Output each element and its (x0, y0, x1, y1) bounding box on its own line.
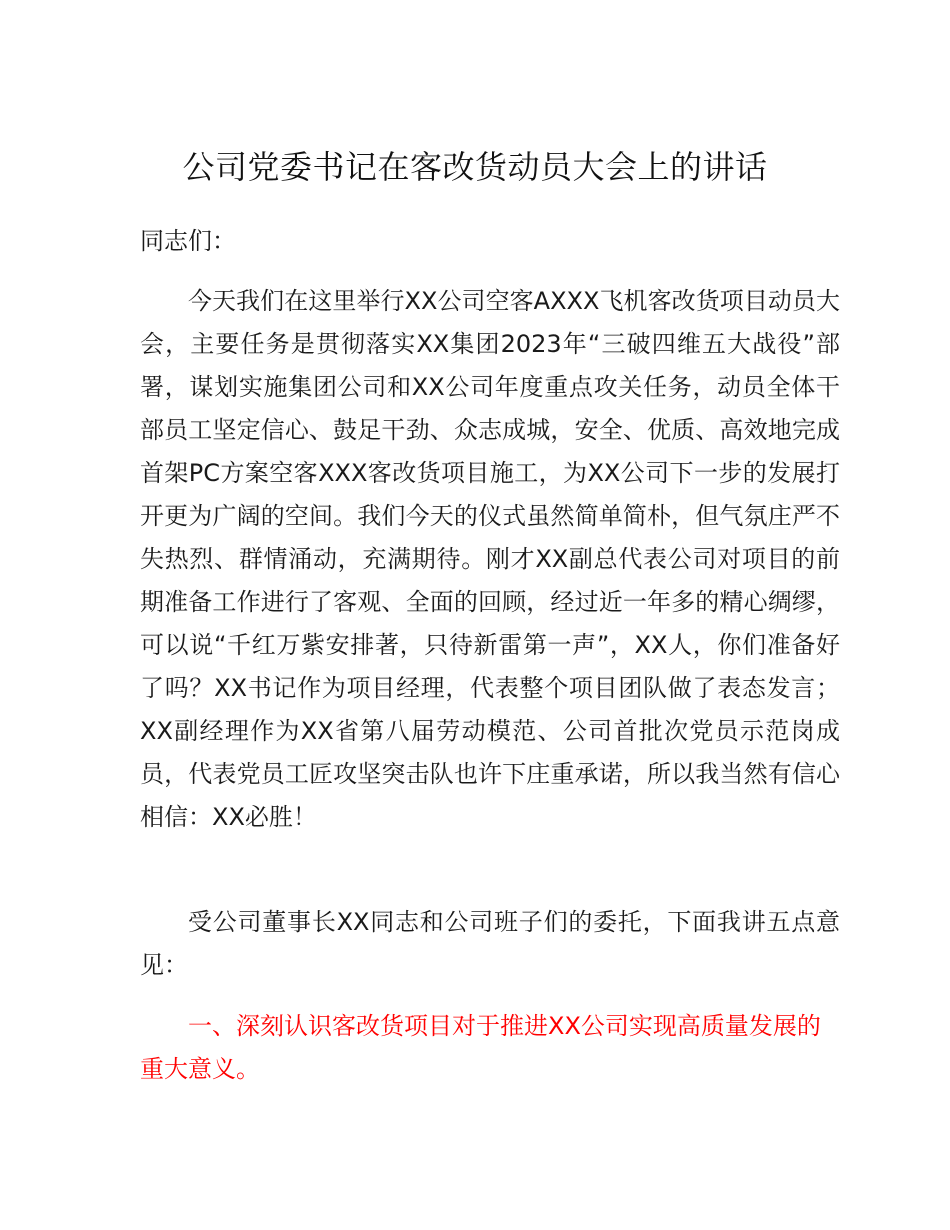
section-heading-1: 一、深刻认识客改货项目对于推进XX公司实现高质量发展的重大意义。 (140, 1012, 821, 1083)
body-paragraph-2: 受公司董事长XX同志和公司班子们的委托，下面我讲五点意见： (140, 908, 840, 979)
body-paragraph-1: 今天我们在这里举行XX公司空客AXXX飞机客改货项目动员大会，主要任务是贯彻落实XX集团2023年“三破四维五大战役”部署，谋划实施集团公司和XX公司年度重点攻关任务，动员全体干部员工坚定信心、鼓足干劲、众志成城，安全、优质、高效地完成首架PC方案空客XXX客改货项目施工，为XX公司下一步的发展打开更为广阔的空间。我们今天的仪式虽然简单简朴，但气氛庄严不失热烈、群情涌动，充满期待。刚才XX副总代表公司对项目的前期准备工作进行了客观、全面的回顾，经过近一年多的精心绸缪，可以说“千红万紫安排著，只待新雷第一声”，XX人，你们准备好了吗？XX书记作为项目经理，代表整个项目团队做了表态发言；XX副经理作为XX省第八届劳动模范、公司首批次党员示范岗成员，代表党员工匠攻坚突击队也许下庄重承诺，所以我当然有信心相信：XX必胜！ (140, 287, 840, 831)
salutation: 同志们： (140, 227, 236, 255)
document-title: 公司党委书记在客改货动员大会上的讲话 (182, 148, 768, 186)
